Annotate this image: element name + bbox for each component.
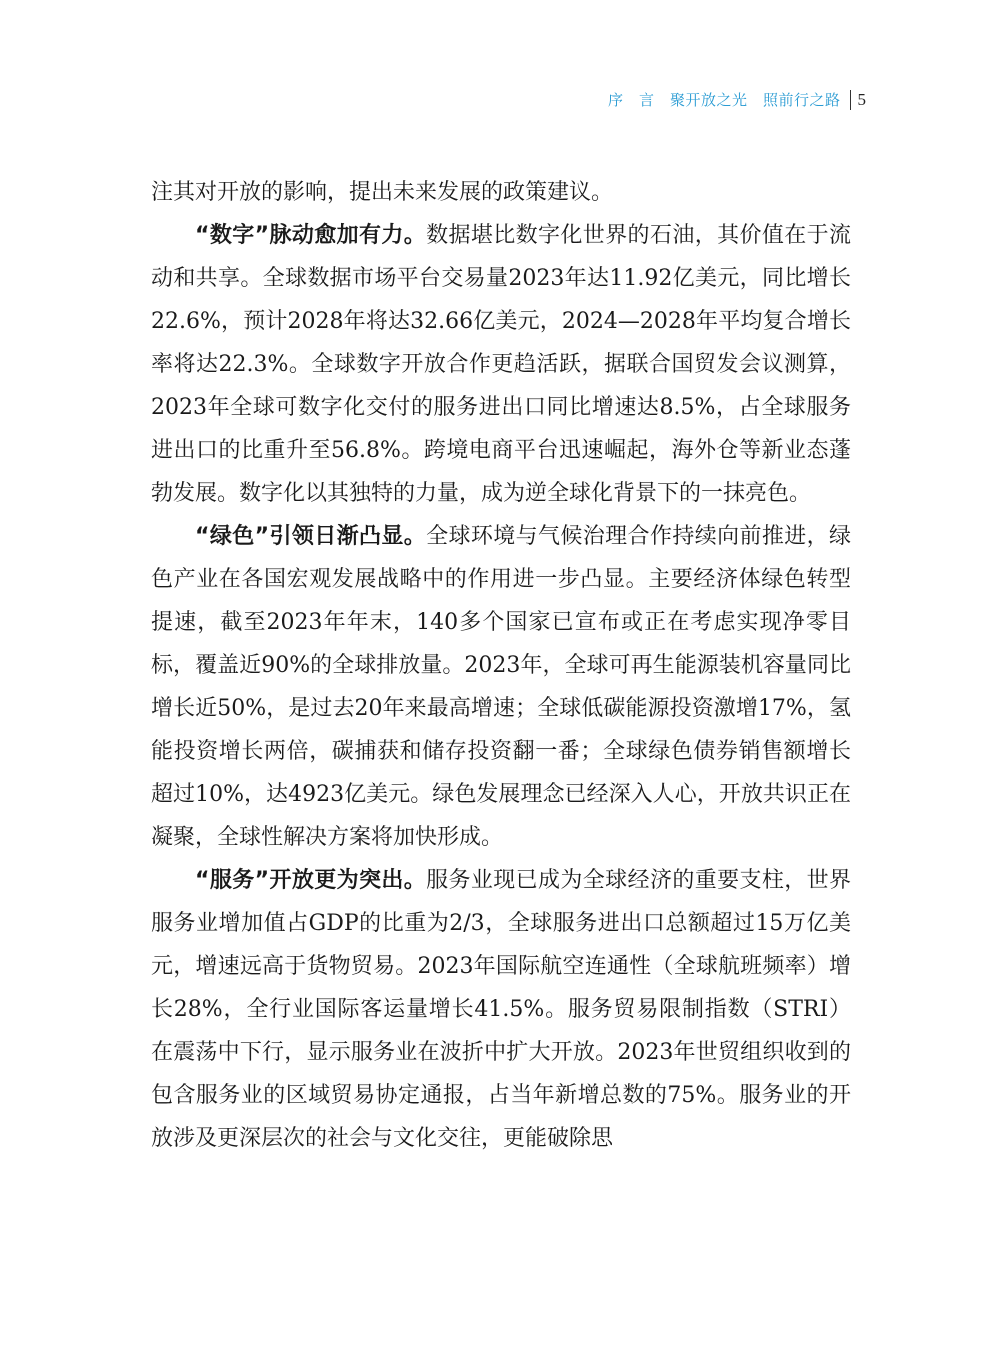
paragraph-text: 全球环境与气候治理合作持续向前推进，绿色产业在各国宏观发展战略中的作用进一步凸显。主要经济体绿色转型提速，截至2023年年末，140多个国家已宣布或正在考虑实现净零目标，覆盖近90%的全球排放量。2023年，全球可再生能源装机容量同比增长近50%，是过去20年来最高增速；全球低碳能源投资激增17%，氢能投资增长两倍，碳捕获和储存投资翻一番；全球绿色债券销售额增长超过10%，达4923亿美元。绿色发展理念已经深入人心，开放共识正在凝聚，全球性解决方案将加快形成。 xyxy=(151,524,851,850)
paragraph-text: 数据堪比数字化世界的石油，其价值在于流动和共享。全球数据市场平台交易量2023年达11.92亿美元，同比增长22.6%，预计2028年将达32.66亿美元，2024—2028年平均复合增长率将达22.3%。全球数字开放合作更趋活跃，据联合国贸发会议测算，2023年全球可数字化交付的服务进出口同比增速达8.5%，占全球服务进出口的比重升至56.8%。跨境电商平台迅速崛起，海外仓等新业态蓬勃发展。数字化以其独特的力量，成为逆全球化背景下的一抹亮色。 xyxy=(151,223,851,506)
paragraph-continued xyxy=(151,171,851,214)
running-head-title: 序 言 聚开放之光 照前行之路 xyxy=(607,91,841,109)
paragraph-text: 服务业现已成为全球经济的重要支柱，世界服务业增加值占GDP的比重为2/3，全球服务进出口总额超过15万亿美元，增速远高于货物贸易。2023年国际航空连通性（全球航班频率）增长28%，全行业国际客运量增长41.5%。服务贸易限制指数（STRI）在震荡中下行，显示服务业在波折中扩大开放。2023年世贸组织收到的包含服务业的区域贸易协定通报，占当年新增总数的75%。服务业的开放涉及更深层次的社会与文化交往，更能破除思 xyxy=(151,868,851,1151)
paragraph-green xyxy=(151,515,851,859)
paragraph-digital xyxy=(151,214,851,515)
paragraph-lead: “服务”开放更为突出。 xyxy=(195,868,427,893)
paragraph-services xyxy=(151,859,851,1160)
running-head-divider xyxy=(850,90,851,110)
page-number: 5 xyxy=(857,90,866,109)
running-head xyxy=(608,88,866,112)
paragraph-lead: “数字”脉动愈加有力。 xyxy=(195,223,427,248)
paragraph-text: 注其对开放的影响，提出未来发展的政策建议。 xyxy=(151,180,614,205)
body-text xyxy=(151,171,851,1160)
paragraph-lead: “绿色”引领日渐凸显。 xyxy=(195,524,427,549)
